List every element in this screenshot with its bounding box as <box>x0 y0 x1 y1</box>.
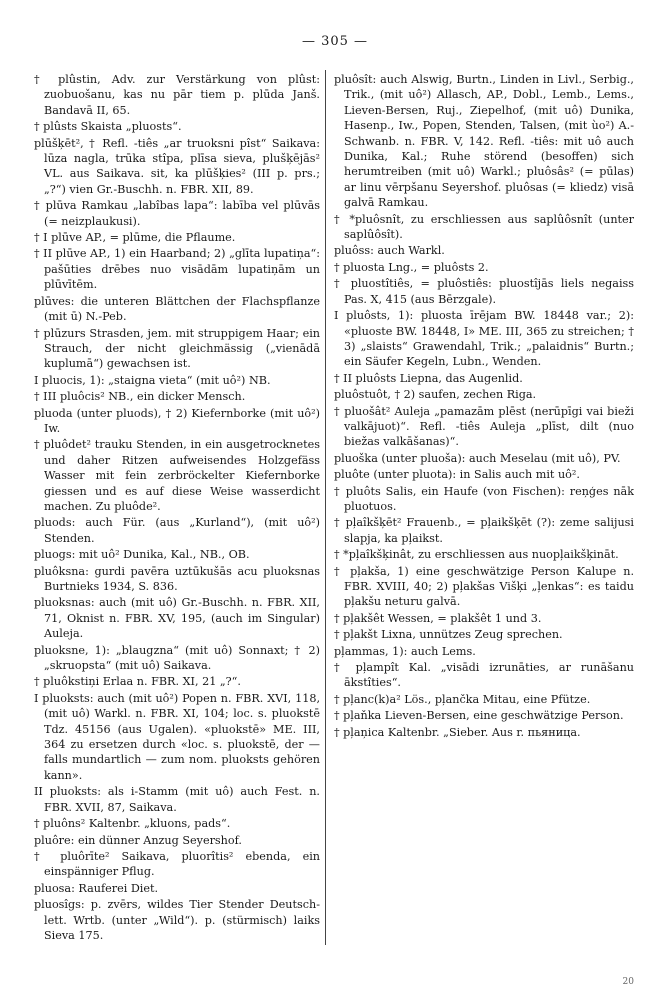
dictionary-entry: pluôsît: auch Alswig, Burtn., Linden in Livl., Serbig., Trik., (mit uô²) Allasch, AP., Dobl., Lemb., Lems., Lieven-Bersen, Ruj., Ziepelhof, (mit uô) Dunika, Hasenp., Iw., Popen, Stenden, Talsen, (mit ùo²) A.-Schwanb. n. FBR. V, 142. Refl. -tiês: mit uô auch Dunika, Kal.; Ruhe störend (besoffen) sich herumtreiben (mit uô) Warkl.; pluôsâs² (= pūlas) ar linu vērpšanu Seyershof. pluôsas (= kliedz) visā galvā Ramkau. <box>334 73 634 210</box>
dictionary-entry: pluods: auch Für. (aus „Kurland“), (mit uô²) Stenden. <box>34 516 320 545</box>
dictionary-entry: † pļaňka Lieven-Bersen, eine geschwätzige Person. <box>334 709 624 723</box>
dictionary-entry: pluoda (unter pluods), † 2) Kiefernborke (mit uô²) Iw. <box>34 406 320 435</box>
dictionary-entry: † *pļaîkšķinât, zu erschliessen aus nuopļaikšķināt. <box>334 548 619 562</box>
page-number: — 305 — <box>301 34 369 49</box>
dictionary-entry: pļammas, 1): auch Lems. <box>334 644 476 658</box>
dictionary-entry: pluosa: Rauferei Diet. <box>34 881 159 895</box>
dictionary-entry: pluogs: mit uô² Dunika, Kal., NB., OB. <box>34 548 250 562</box>
dictionary-entry: † plûstin, Adv. zur Verstärkung von plûst: zuobuošanu, kas nu pār tiem p. plūda Janš. Bandavā II, 65. <box>34 73 320 117</box>
dictionary-entry: II pluoksts: als i-Stamm (mit uô) auch Fest. n. FBR. XVII, 87, Saikava. <box>34 785 320 814</box>
dictionary-entry: † pļakša, 1) eine geschwätzige Person Kalupe n. FBR. XVIII, 40; 2) pļakšas Višķi „ļenkas“: es taidu pļakšu neturu galvā. <box>334 564 634 609</box>
dictionary-entry: pluoška (unter pluoša): auch Meselau (mit uô), PV. <box>334 451 621 465</box>
dictionary-entry: † plūzurs Strasden, jem. mit struppigem Haar; ein Strauch, der nicht gleichmässig („vienādā kuplumā“) gewachsen ist. <box>34 326 320 371</box>
dictionary-entry: pluôksna: gurdi pavēra uztūkušās acu pluoksnas Burtnieks 1934, S. 836. <box>34 564 320 593</box>
dictionary-entry: † pļakšêt Wessen, = plakšêt 1 und 3. <box>334 611 542 625</box>
dictionary-entry: pluôte (unter pluota): in Salis auch mit uô². <box>334 468 580 482</box>
dictionary-entry: † pluošât² Auleja „pamazām plēst (nerūpīgi vai bieži valkājuot)“. Refl. -tiês Auleja „plīst, dilt (nuo biežas valkāšanas)“. <box>334 404 634 449</box>
dictionary-entry: pluoksnas: auch (mit uô) Gr.-Buschh. n. FBR. XII, 71, Oknist n. FBR. XV, 195, (auch im Singular) Auleja. <box>34 596 320 641</box>
signature-mark: 20 <box>622 977 634 987</box>
dictionary-entry: pluôre: ein dünner Anzug Seyershof. <box>34 833 242 847</box>
dictionary-entry: † pluôrīte² Saikava, pluorîtis² ebenda, ein einspänniger Pflug. <box>34 849 320 879</box>
dictionary-entry: † plûsts Skaista „pluosts“. <box>34 120 182 134</box>
dictionary-entry: † plūva Ramkau „labîbas lapa“: labība vel plūvās (= neizplaukusi). <box>34 199 320 228</box>
dictionary-entry: † pļakšt Lixna, unnützes Zeug sprechen. <box>334 628 563 642</box>
dictionary-entry: pluôstuôt, † 2) saufen, zechen Riga. <box>334 388 537 402</box>
dictionary-entry: † pluostîtiês, = pluôstiês: pluostîjās liels negaiss Pas. X, 415 (aus Bērzgale). <box>334 277 634 306</box>
column-divider <box>325 70 326 945</box>
dictionary-entry: † *pluôsnît, zu erschliessen aus saplûôsnît (unter saplûôsît). <box>334 212 634 242</box>
dictionary-entry: pluosîgs: p. zvērs, wildes Tier Stender Deutsch-lett. Wrtb. (unter „Wild“). p. (stürmisch) laiks Sieva 175. <box>34 898 320 942</box>
dictionary-entry: † pluôkstiņi Erlaa n. FBR. XI, 21 „?“. <box>34 675 241 689</box>
dictionary-entry: † pluôns² Kaltenbr. „kluons, pads“. <box>34 817 231 831</box>
dictionary-entry: I pluoksts: auch (mit uô²) Popen n. FBR. XVI, 118, (mit uô) Warkl. n. FBR. XI, 104; loc. s. pluokstē Tdz. 45156 (aus Ugalen). «pluokstē» ME. III, 364 zu ersetzen durch «loc. s. pluokstē, der — falls mundartlich — zum nom. pluoksts gehören kann». <box>34 691 320 782</box>
dictionary-entry: I pluôsts, 1): pluosta īrējam BW. 18448 var.; 2): «pluoste BW. 18448, I» ME. III, 365 zu streichen; † 3) „slaists“ Grawendahl, Trik.; „palaidnis“ Burtn.; ein Säufer Kegeln, Lubn., Wenden. <box>334 309 634 369</box>
dictionary-entry: plūšķēt², † Refl. -tiês „ar truoksni pîst“ Saikava: lūza nagla, trūka stîpa, plīsa sieva, plušķējās² VL. aus Saikava. sit, ka plūšķies² (III p. prs.; „?“) vien Gr.-Buschh. n. FBR. XII, 89. <box>34 136 320 196</box>
dictionary-entry: pluôss: auch Warkl. <box>334 244 445 258</box>
dictionary-entry: † pļaîkšķēt² Frauenb., = pļaikšķēt (?): zeme salijusi slapja, ka pļaikst. <box>334 516 634 545</box>
right-column <box>334 72 634 977</box>
left-column <box>34 72 320 977</box>
dictionary-entry: I pluocis, 1): „staigna vieta“ (mit uô²) NB. <box>34 373 271 387</box>
dictionary-entry: † pļaņica Kaltenbr. „Sieber. Aus r. пьяница. <box>334 725 581 739</box>
dictionary-entry: † pluosta Lng., = pluôsts 2. <box>334 260 489 274</box>
dictionary-entry: pluoksne, 1): „blaugzna“ (mit uô) Sonnaxt; † 2) „skruopsta“ (mit uô) Saikava. <box>34 643 320 673</box>
dictionary-entry: † II plūve AP., 1) ein Haarband; 2) „glīta lupatiņa“: pašūties drēbes nuo visādām lupatiņām un plūvītēm. <box>34 247 320 292</box>
dictionary-entry: † pļanc(k)a² Lös., pļančka Mitau, eine Pfütze. <box>334 692 591 706</box>
dictionary-entry: † pluôts Salis, ein Haufe (von Fischen): reņģes nāk pluotuos. <box>334 484 634 513</box>
dictionary-entry: † pļampît Kal. „visādi izrunāties, ar runāšanu ākstîties“. <box>334 661 634 690</box>
dictionary-entry: † III pluôcis² NB., ein dicker Mensch. <box>34 390 246 404</box>
dictionary-entry: plūves: die unteren Blättchen der Flachspflanze (mit ū) N.-Peb. <box>34 294 320 324</box>
dictionary-entry: † pluôdet² trauku Stenden, in ein ausgetrocknetes und daher Ritzen aufweisendes Holzgefäss Wasser mit fein zerbröckelter Kiefernborke giessen und es auf diese Weise wasserdicht machen. Zu pluôde². <box>34 438 320 513</box>
dictionary-entry: † II pluôsts Liepna, das Augenlid. <box>334 371 523 385</box>
dictionary-entry: † I plūve AP., = plūme, die Pflaume. <box>34 231 236 245</box>
